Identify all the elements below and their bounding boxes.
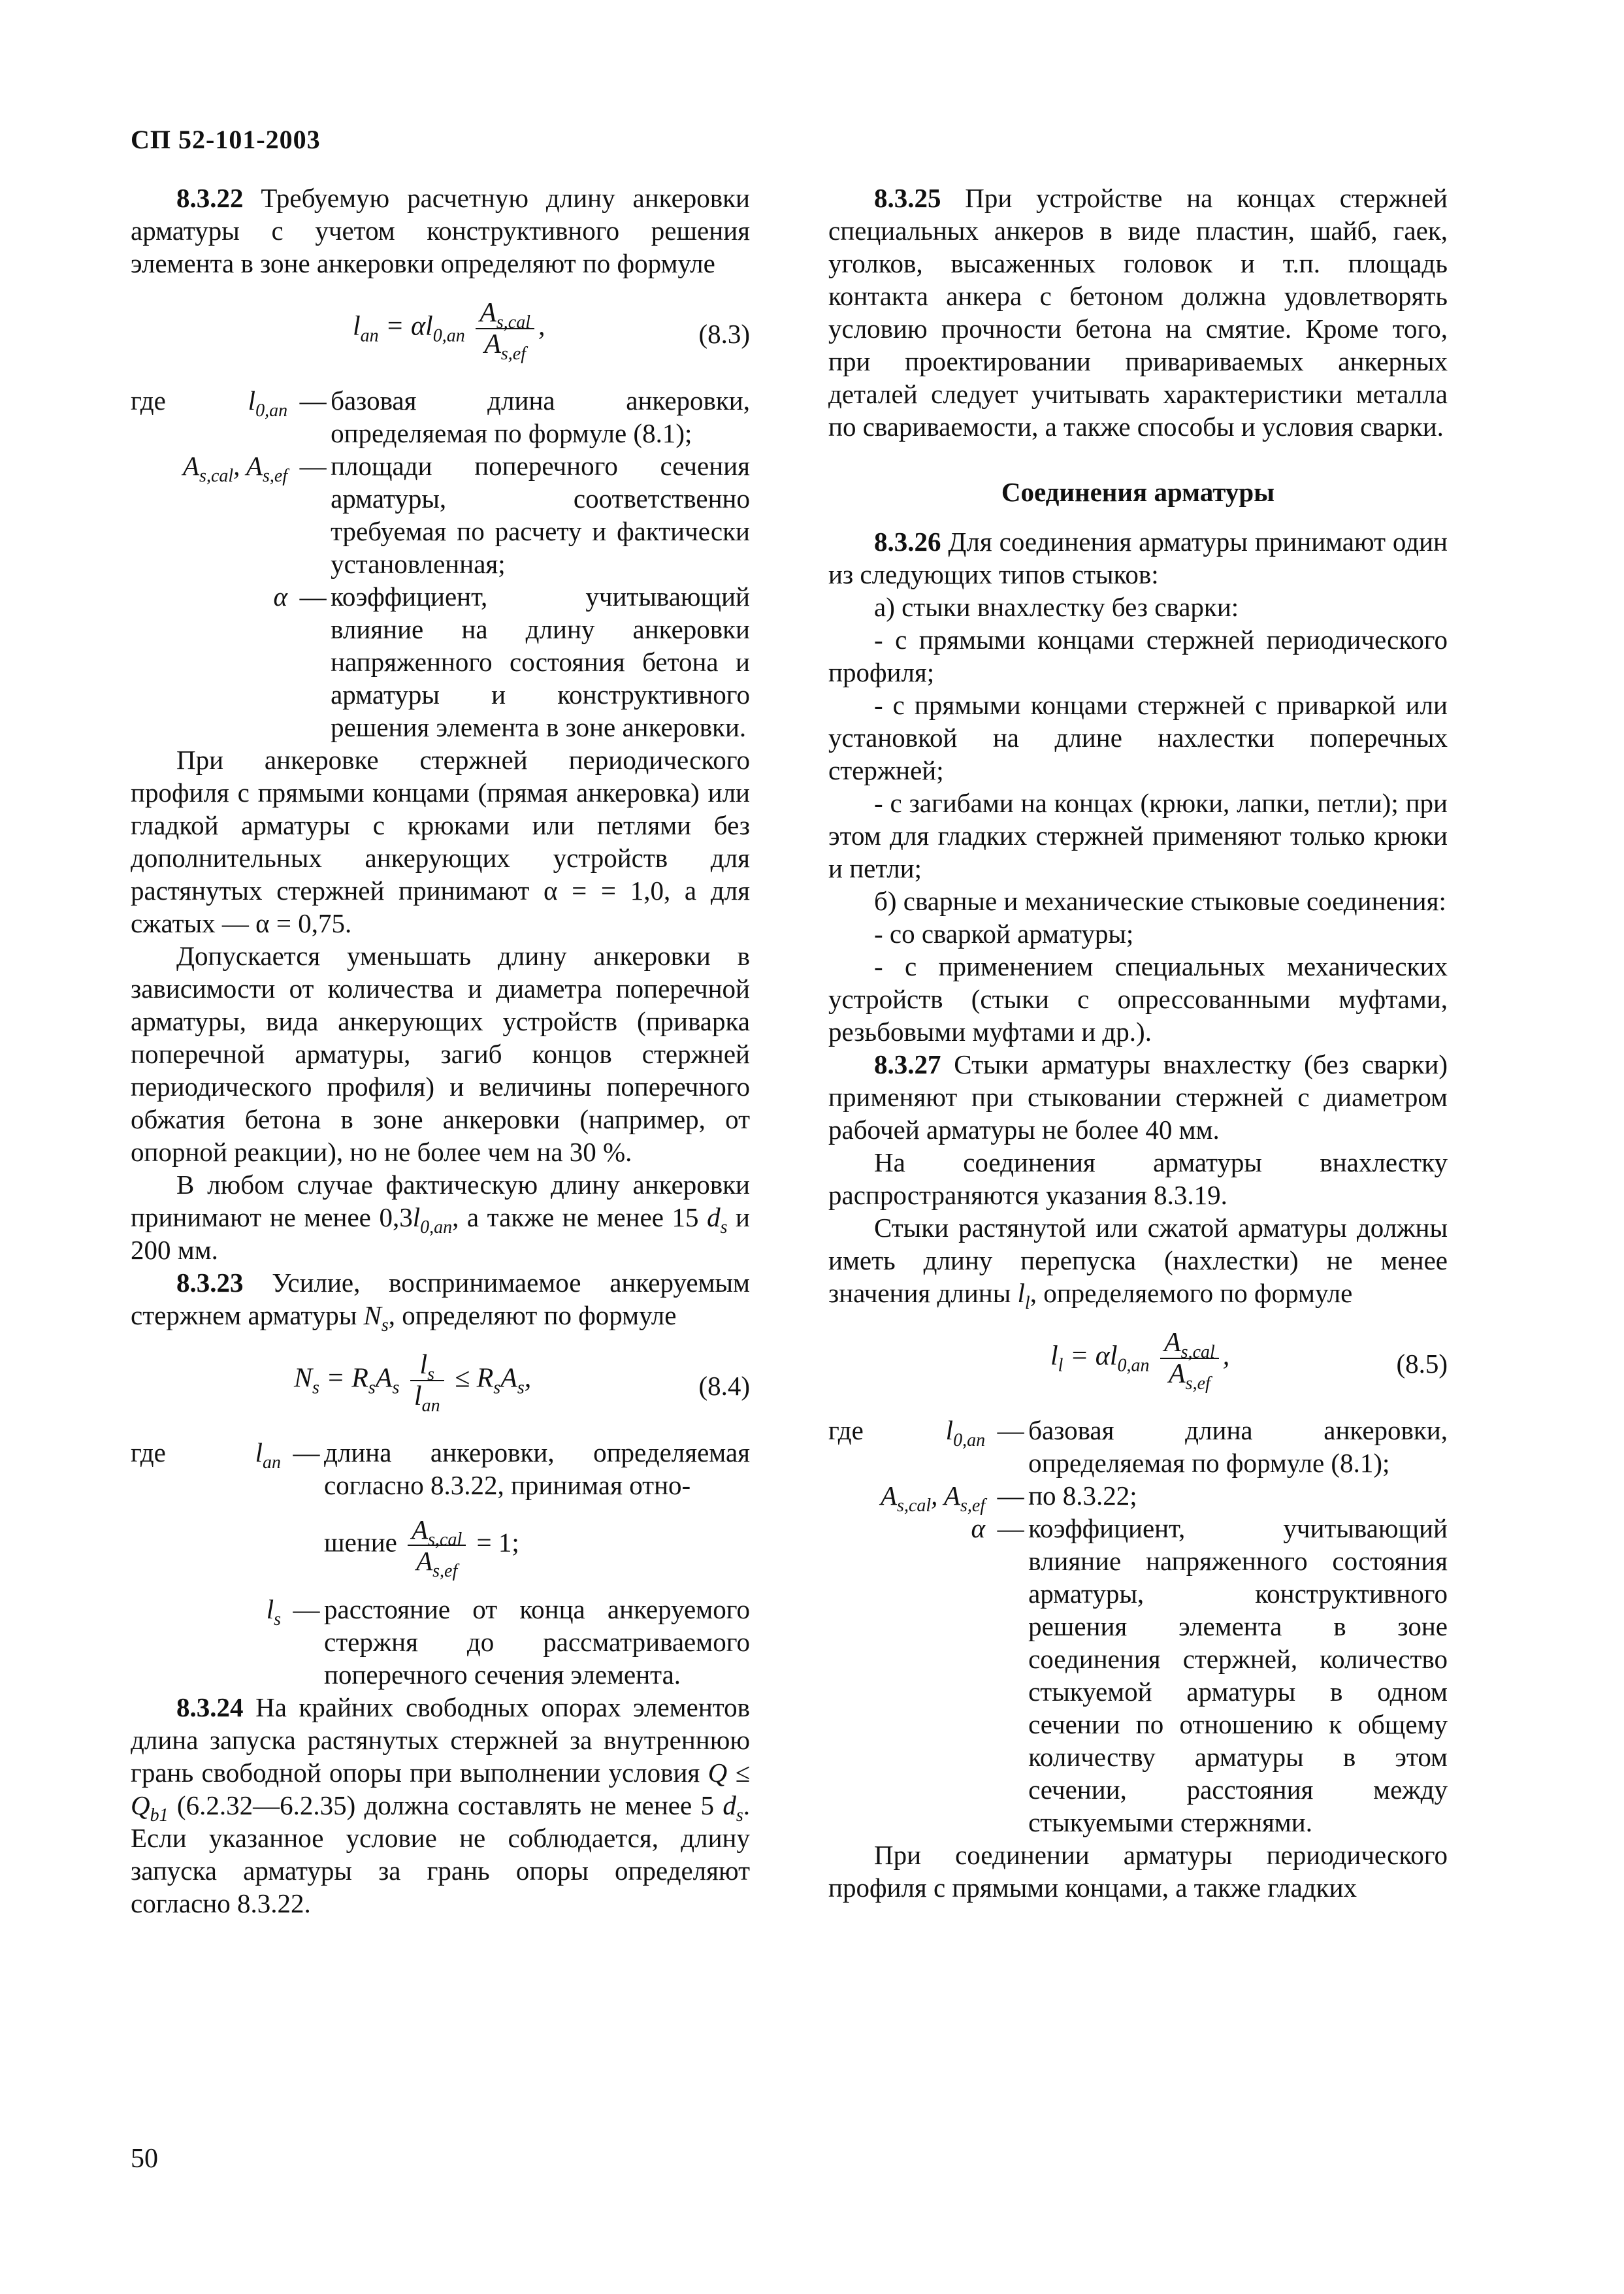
clause-8-3-27: 8.3.27 Стыки арматуры внахлестку (без сварки) применяют при стыковании стержней с диаметром рабочей арматуры не более 40 мм.: [828, 1049, 1448, 1145]
ratio-condition: шение $\frac{A_{s,cal}}{A_{s,ef}}$ = 1;: [324, 1515, 519, 1581]
clause-number: 8.3.23: [176, 1268, 244, 1298]
formula-8-4: [131, 1343, 750, 1428]
list-item: - с прямыми концами стержней с приваркой или установкой на длине нахлестки поперечных стержней;: [828, 690, 1448, 785]
definition-text: базовая длина анкеровки, определяемая по формуле (8.1);: [1028, 1415, 1448, 1478]
clause-number: 8.3.22: [176, 183, 244, 213]
clause-number: 8.3.27: [874, 1049, 941, 1079]
formula-8-5: [828, 1321, 1448, 1406]
formula-8-3: [131, 291, 750, 376]
definition-key: α: [971, 1513, 986, 1543]
clause-8-3-24: 8.3.24 На крайних свободных опорах элементов длина запуска растянутых стержней за внутреннюю грань свободной опоры при выполнении условия $Q \le Q_{b1}$ (6.2.32—6.2.35) должна составлять не менее 5 $d_s$. Если указанное условие не соблюдается, длину запуска арматуры за грань опоры определяют согласно 8.3.22.: [131, 1692, 750, 1918]
definition-text: коэффициент, учитывающий влияние напряженного состояния арматуры, конструктивного решения элемента в зоне соединения стержней, количество стыкуемой арматуры в одном сечении по отношению к общему количеству арматуры в этом сечении, расстояния между стыкуемыми стержнями.: [1028, 1513, 1448, 1837]
paragraph: На соединения арматуры внахлестку распространяются указания 8.3.19.: [828, 1147, 1448, 1210]
clause-text: Требуемую расчетную длину анкеровки арматуры с учетом конструктивного решения элемента в зоне анкеровки определяют по формуле: [131, 183, 750, 278]
formula-expression: $l_l = \alpha l_{0,an}$ $\frac{A_{s,cal}}{A_{s,ef}}$ ,: [1050, 1328, 1230, 1394]
formula-expression: $l_{an} = \alpha l_{0,an}$ $\frac{A_{s,cal}}{A_{s,ef}}$ ,: [353, 298, 545, 364]
definitions-8-3: где $l_{0,an}$ — базовая длина анкеровки, определяемая по формуле (8.1); $A_{s,cal}$, $A_{s,ef}$ — площади поперечного сечения арматуры, соответственно требуемая по расчету и фактически установленная; α — коэффициент, учитывающий влияние на длину анкеровки напряженного состояния бетона и арматуры и конструктивного решения элемента в зоне анкеровки.: [131, 385, 750, 742]
definitions-8-5: где $l_{0,an}$ — базовая длина анкеровки, определяемая по формуле (8.1); $A_{s,cal}$, $A_{s,ef}$ — по 8.3.22; α — коэффициент, учитывающий влияние напряженного состояния арматуры, конструктивного решения элемента в зоне соединения стержней, количество стыкуемой арматуры в одном сечении по отношению к общему количеству арматуры в этом сечении, расстояния между стыкуемыми стержнями.: [828, 1415, 1448, 1837]
formula-number: (8.5): [1396, 1349, 1448, 1379]
definition-key: α: [273, 582, 288, 612]
where-label: где: [131, 1437, 166, 1467]
formula-number: (8.4): [698, 1371, 750, 1401]
clause-number: 8.3.24: [176, 1692, 244, 1722]
clause-8-3-25: 8.3.25 При устройстве на концах стержней специальных анкеров в виде пластин, шайб, гаек, уголков, высаженных головок и т.п. площадь контакта анкера с бетоном должна удовлетворять условию прочности бетона на смятие. Кроме того, при проектировании привариваемых анкерных деталей следует учитывать характеристики металла по свариваемости, а также способы и условия сварки.: [828, 183, 1448, 442]
section-heading: Соединения арматуры: [1001, 477, 1275, 507]
document-code: СП 52-101-2003: [131, 125, 321, 154]
clause-8-3-22: [131, 182, 750, 280]
page-number: 50: [131, 2144, 158, 2174]
definitions-8-4: где $l_{an}$ — длина анкеровки, определяемая согласно 8.3.22, принимая отно- шение $\frac{A_{s,cal}}{A_{s,ef}}$ = 1; $l_s$ — расстояние от конца анкеруемого стержня до рассматриваемого поперечного сечения элемента.: [131, 1437, 750, 1690]
where-label: где: [828, 1415, 864, 1445]
definition-text: длина анкеровки, определяемая согласно 8.3.22, принимая отно-: [324, 1437, 750, 1500]
definition-text: расстояние от конца анкеруемого стержня до рассматриваемого поперечного сечения элемента.: [324, 1594, 750, 1690]
right-column: [828, 182, 1448, 1904]
formula-expression: $N_s = R_sA_s$ $\frac{l_s}{l_{an}}$ ≤ $R_sA_s$,: [294, 1350, 532, 1416]
where-label: где: [131, 385, 166, 416]
definition-text: площади поперечного сечения арматуры, соответственно требуемая по расчету и фактически установленная;: [331, 451, 750, 579]
paragraph: Допускается уменьшать длину анкеровки в зависимости от количества и диаметра поперечной арматуры, вида анкерующих устройств (приварка поперечной арматуры, загиб концов стержней периодического профиля) и величины поперечного обжатия бетона в зоне анкеровки (например, от опорной реакции), но не более чем на 30 %.: [131, 941, 750, 1167]
clause-8-3-23: 8.3.23 Усилие, воспринимаемое анкеруемым стержнем арматуры $N_s$, определяют по формуле: [131, 1268, 750, 1335]
clause-number: 8.3.26: [874, 527, 941, 557]
list-item: - с загибами на концах (крюки, лапки, петли); при этом для гладких стержней применяют только крюки и петли;: [828, 788, 1448, 883]
definition-text: коэффициент, учитывающий влияние на длину анкеровки напряженного состояния бетона и арматуры и конструктивного решения элемента в зоне анкеровки.: [331, 582, 750, 742]
list-item: - с применением специальных механических устройств (стыки с опрессованными муфтами, резьбовыми муфтами и др.).: [828, 951, 1448, 1047]
formula-number: (8.3): [698, 319, 750, 349]
definition-text: по 8.3.22;: [1028, 1481, 1137, 1511]
paragraph: В любом случае фактическую длину анкеровки принимают не менее $0,3l_{0,an}$, а также не менее 15 $d_s$ и 200 мм.: [131, 1170, 750, 1265]
list-item: а) стыки внахлестку без сварки:: [874, 592, 1239, 622]
paragraph: При анкеровке стержней периодического профиля с прямыми концами (прямая анкеровка) или гладкой арматуры с крюками или петлями без дополнительных анкерующих устройств для растянутых стержней принимают α = = 1,0, а для сжатых — α = 0,75.: [131, 745, 750, 938]
definition-text: базовая длина анкеровки, определяемая по формуле (8.1);: [331, 385, 750, 448]
paragraph: При соединении арматуры периодического профиля с прямыми концами, а также гладких: [828, 1840, 1448, 1903]
list-item: - с прямыми концами стержней периодического профиля;: [828, 625, 1448, 687]
list-item: - со сваркой арматуры;: [874, 919, 1134, 949]
paragraph: Стыки растянутой или сжатой арматуры должны иметь длину перепуска (нахлестки) не менее значения длины $l_l$, определяемого по формуле: [828, 1213, 1448, 1313]
clause-number: 8.3.25: [874, 183, 941, 213]
clause-8-3-26: 8.3.26 Для соединения арматуры принимают один из следующих типов стыков:: [828, 527, 1448, 589]
left-column: [131, 182, 750, 1920]
list-item: б) сварные и механические стыковые соединения:: [874, 886, 1446, 916]
